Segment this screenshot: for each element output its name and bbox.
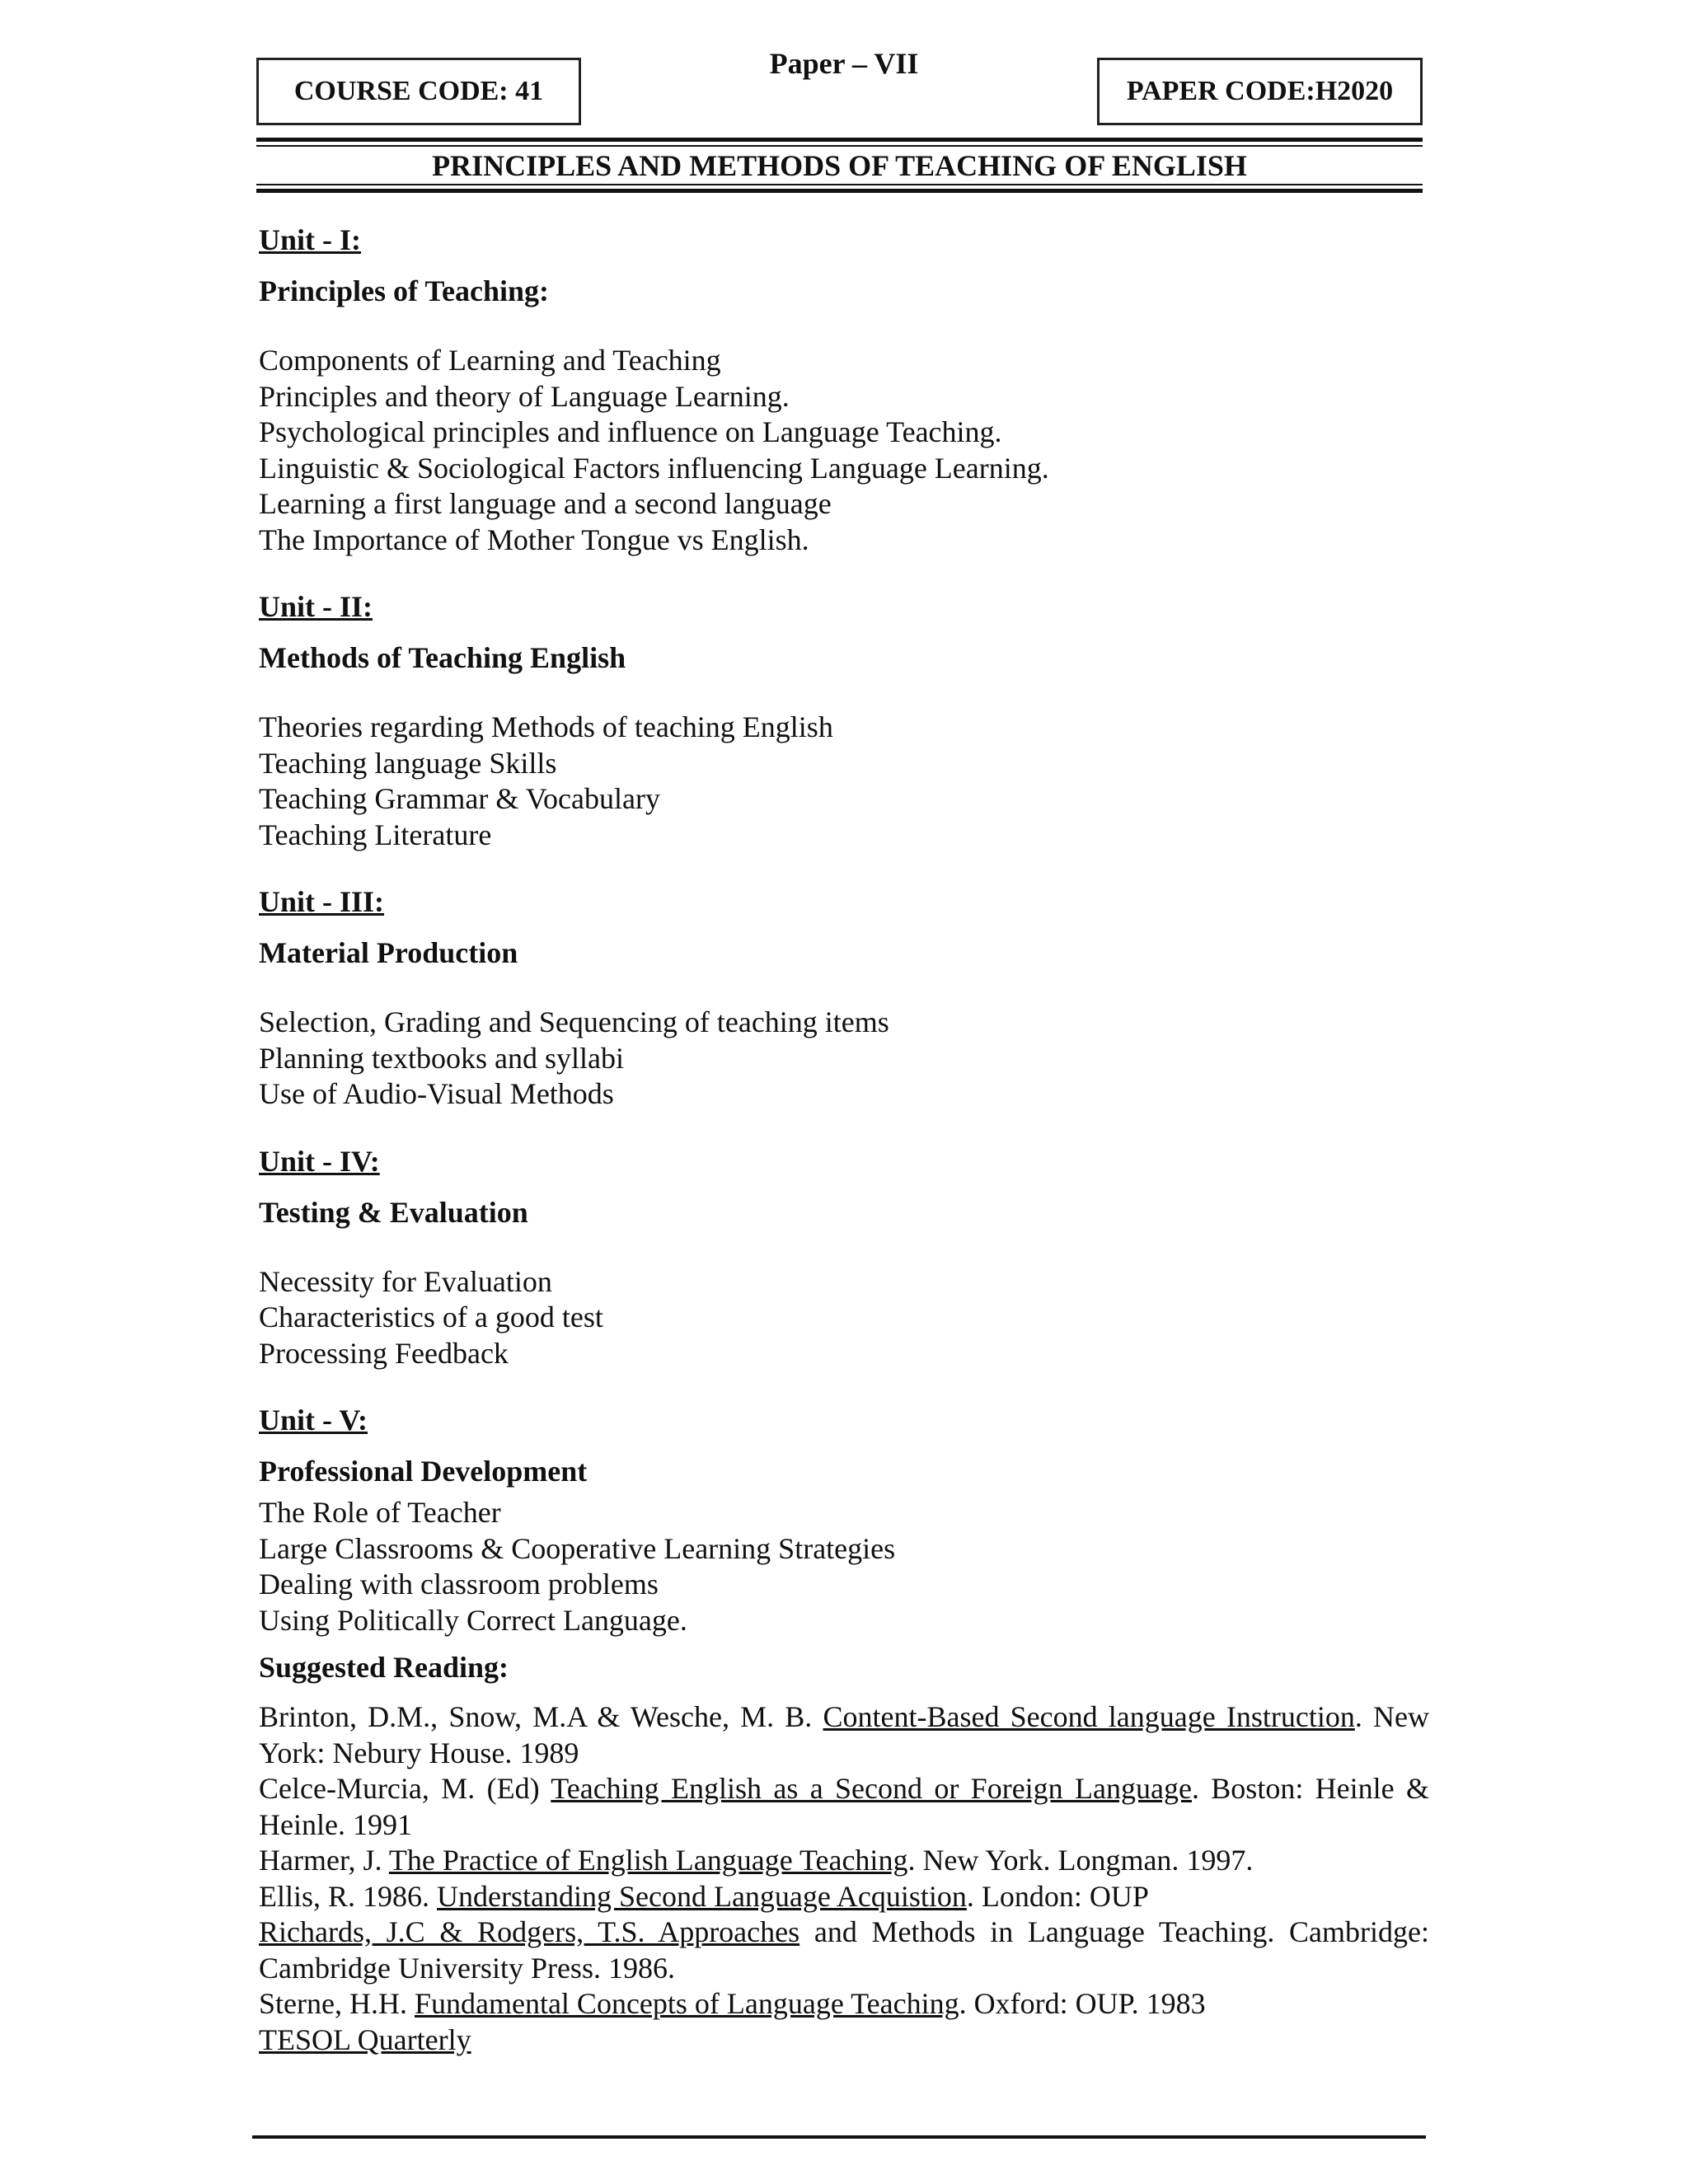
reference-title: TESOL Quarterly xyxy=(259,2022,471,2056)
topic-list xyxy=(259,1264,1429,1372)
reference-entry xyxy=(259,1699,1429,1771)
reference-title: Richards, J.C & Rodgers, T.S. Approaches xyxy=(259,1915,800,1948)
syllabus-content xyxy=(259,223,1429,2058)
topic-item: Planning textbooks and syllabi xyxy=(259,1041,624,1075)
title-rule-thick xyxy=(256,189,1423,193)
topic-item: Large Classrooms & Cooperative Learning Strategies xyxy=(259,1531,896,1565)
topic-list xyxy=(259,710,1429,853)
topic-item: The Role of Teacher xyxy=(259,1496,501,1529)
reference-entry xyxy=(259,1915,1429,1986)
topic-item: Teaching Literature xyxy=(259,818,492,851)
topic-list xyxy=(259,1495,1429,1638)
unit-subtitle: Principles of Teaching: xyxy=(259,274,550,307)
reference-suffix: . New York. Longman. 1997. xyxy=(907,1844,1254,1877)
unit-subtitle: Testing & Evaluation xyxy=(259,1195,528,1229)
reference-suffix: and Methods in Language Teaching. Cambridge: Cambridge University Press. 1986. xyxy=(259,1915,1429,1985)
topic-item: Teaching Grammar & Vocabulary xyxy=(259,782,660,815)
topic-item: Dealing with classroom problems xyxy=(259,1568,659,1601)
reference-title: Content-Based Second language Instruction xyxy=(823,1700,1355,1733)
unit-4-section xyxy=(259,1144,1429,1372)
unit-subtitle: Material Production xyxy=(259,936,518,969)
topic-item: Principles and theory of Language Learning. xyxy=(259,379,790,413)
document-title: PRINCIPLES AND METHODS OF TEACHING OF ENGLISH xyxy=(432,149,1247,182)
reference-suffix: . Oxford: OUP. 1983 xyxy=(959,1987,1206,2020)
reference-suffix: . Boston: Heinle & Heinle. 1991 xyxy=(259,1772,1429,1841)
topic-item: Characteristics of a good test xyxy=(259,1301,603,1333)
topic-item: Psychological principles and influence on Language Teaching. xyxy=(259,415,1002,448)
reference-prefix: Ellis, R. 1986. xyxy=(259,1879,438,1913)
unit-heading: Unit - V: xyxy=(259,1404,368,1436)
reference-prefix: Celce-Murcia, M. (Ed) xyxy=(259,1772,551,1805)
title-rule-thin xyxy=(256,184,1423,185)
topic-list xyxy=(259,1005,1429,1113)
unit-heading: Unit - III: xyxy=(259,885,385,918)
course-code: COURSE CODE: 41 xyxy=(293,76,544,106)
unit-subtitle: Methods of Teaching English xyxy=(259,641,626,674)
reference-suffix: . London: OUP xyxy=(966,1879,1149,1913)
topic-item: Learning a first language and a second language xyxy=(259,487,832,520)
reference-title: The Practice of English Language Teaching xyxy=(388,1844,908,1877)
topic-item: Use of Audio-Visual Methods xyxy=(259,1077,614,1110)
topic-item: Selection, Grading and Sequencing of teaching items xyxy=(259,1005,889,1038)
topic-item: Processing Feedback xyxy=(259,1336,509,1370)
topic-list xyxy=(259,343,1429,558)
unit-5-section xyxy=(259,1403,1429,1638)
paper-code-box xyxy=(1097,58,1423,125)
reference-title: Understanding Second Language Acquistion xyxy=(437,1879,967,1913)
topic-item: The Importance of Mother Tongue vs English. xyxy=(259,523,809,556)
unit-heading: Unit - I: xyxy=(259,223,361,256)
unit-heading: Unit - II: xyxy=(259,590,373,623)
unit-3-section xyxy=(259,884,1429,1113)
reference-prefix: Sterne, H.H. xyxy=(259,1987,415,2020)
unit-1-section xyxy=(259,223,1429,558)
reference-prefix: Brinton, D.M., Snow, M.A & Wesche, M. B. xyxy=(259,1700,823,1733)
reference-entry xyxy=(259,1879,1429,1915)
suggested-reading-section xyxy=(259,1650,1429,2058)
topic-item: Teaching language Skills xyxy=(259,746,557,780)
reference-prefix: Harmer, J. xyxy=(259,1844,389,1877)
reference-suffix: . New York: Nebury House. 1989 xyxy=(259,1700,1429,1769)
unit-subtitle: Professional Development xyxy=(259,1455,588,1488)
unit-2-section xyxy=(259,589,1429,853)
reference-entry xyxy=(259,1771,1429,1843)
paper-label: Paper – VII xyxy=(769,47,919,80)
reference-entry xyxy=(259,2022,1429,2059)
footer-rule xyxy=(252,2135,1426,2139)
topic-item: Theories regarding Methods of teaching English xyxy=(259,710,833,743)
header-rule-thick xyxy=(256,138,1423,142)
reference-title: Fundamental Concepts of Language Teaching xyxy=(414,1987,959,2020)
topic-item: Linguistic & Sociological Factors influencing Language Learning. xyxy=(259,451,1049,485)
suggested-reading-heading: Suggested Reading: xyxy=(259,1651,509,1684)
reference-title: Teaching English as a Second or Foreign Language xyxy=(551,1772,1192,1805)
unit-heading: Unit - IV: xyxy=(259,1144,380,1178)
topic-item: Components of Learning and Teaching xyxy=(259,344,721,377)
header-rule-thin xyxy=(256,145,1423,147)
paper-code: PAPER CODE:H2020 xyxy=(1126,76,1394,106)
topic-item: Necessity for Evaluation xyxy=(259,1264,552,1298)
reference-entry xyxy=(259,1843,1429,1879)
reference-entry xyxy=(259,1986,1429,2022)
topic-item: Using Politically Correct Language. xyxy=(259,1603,687,1637)
